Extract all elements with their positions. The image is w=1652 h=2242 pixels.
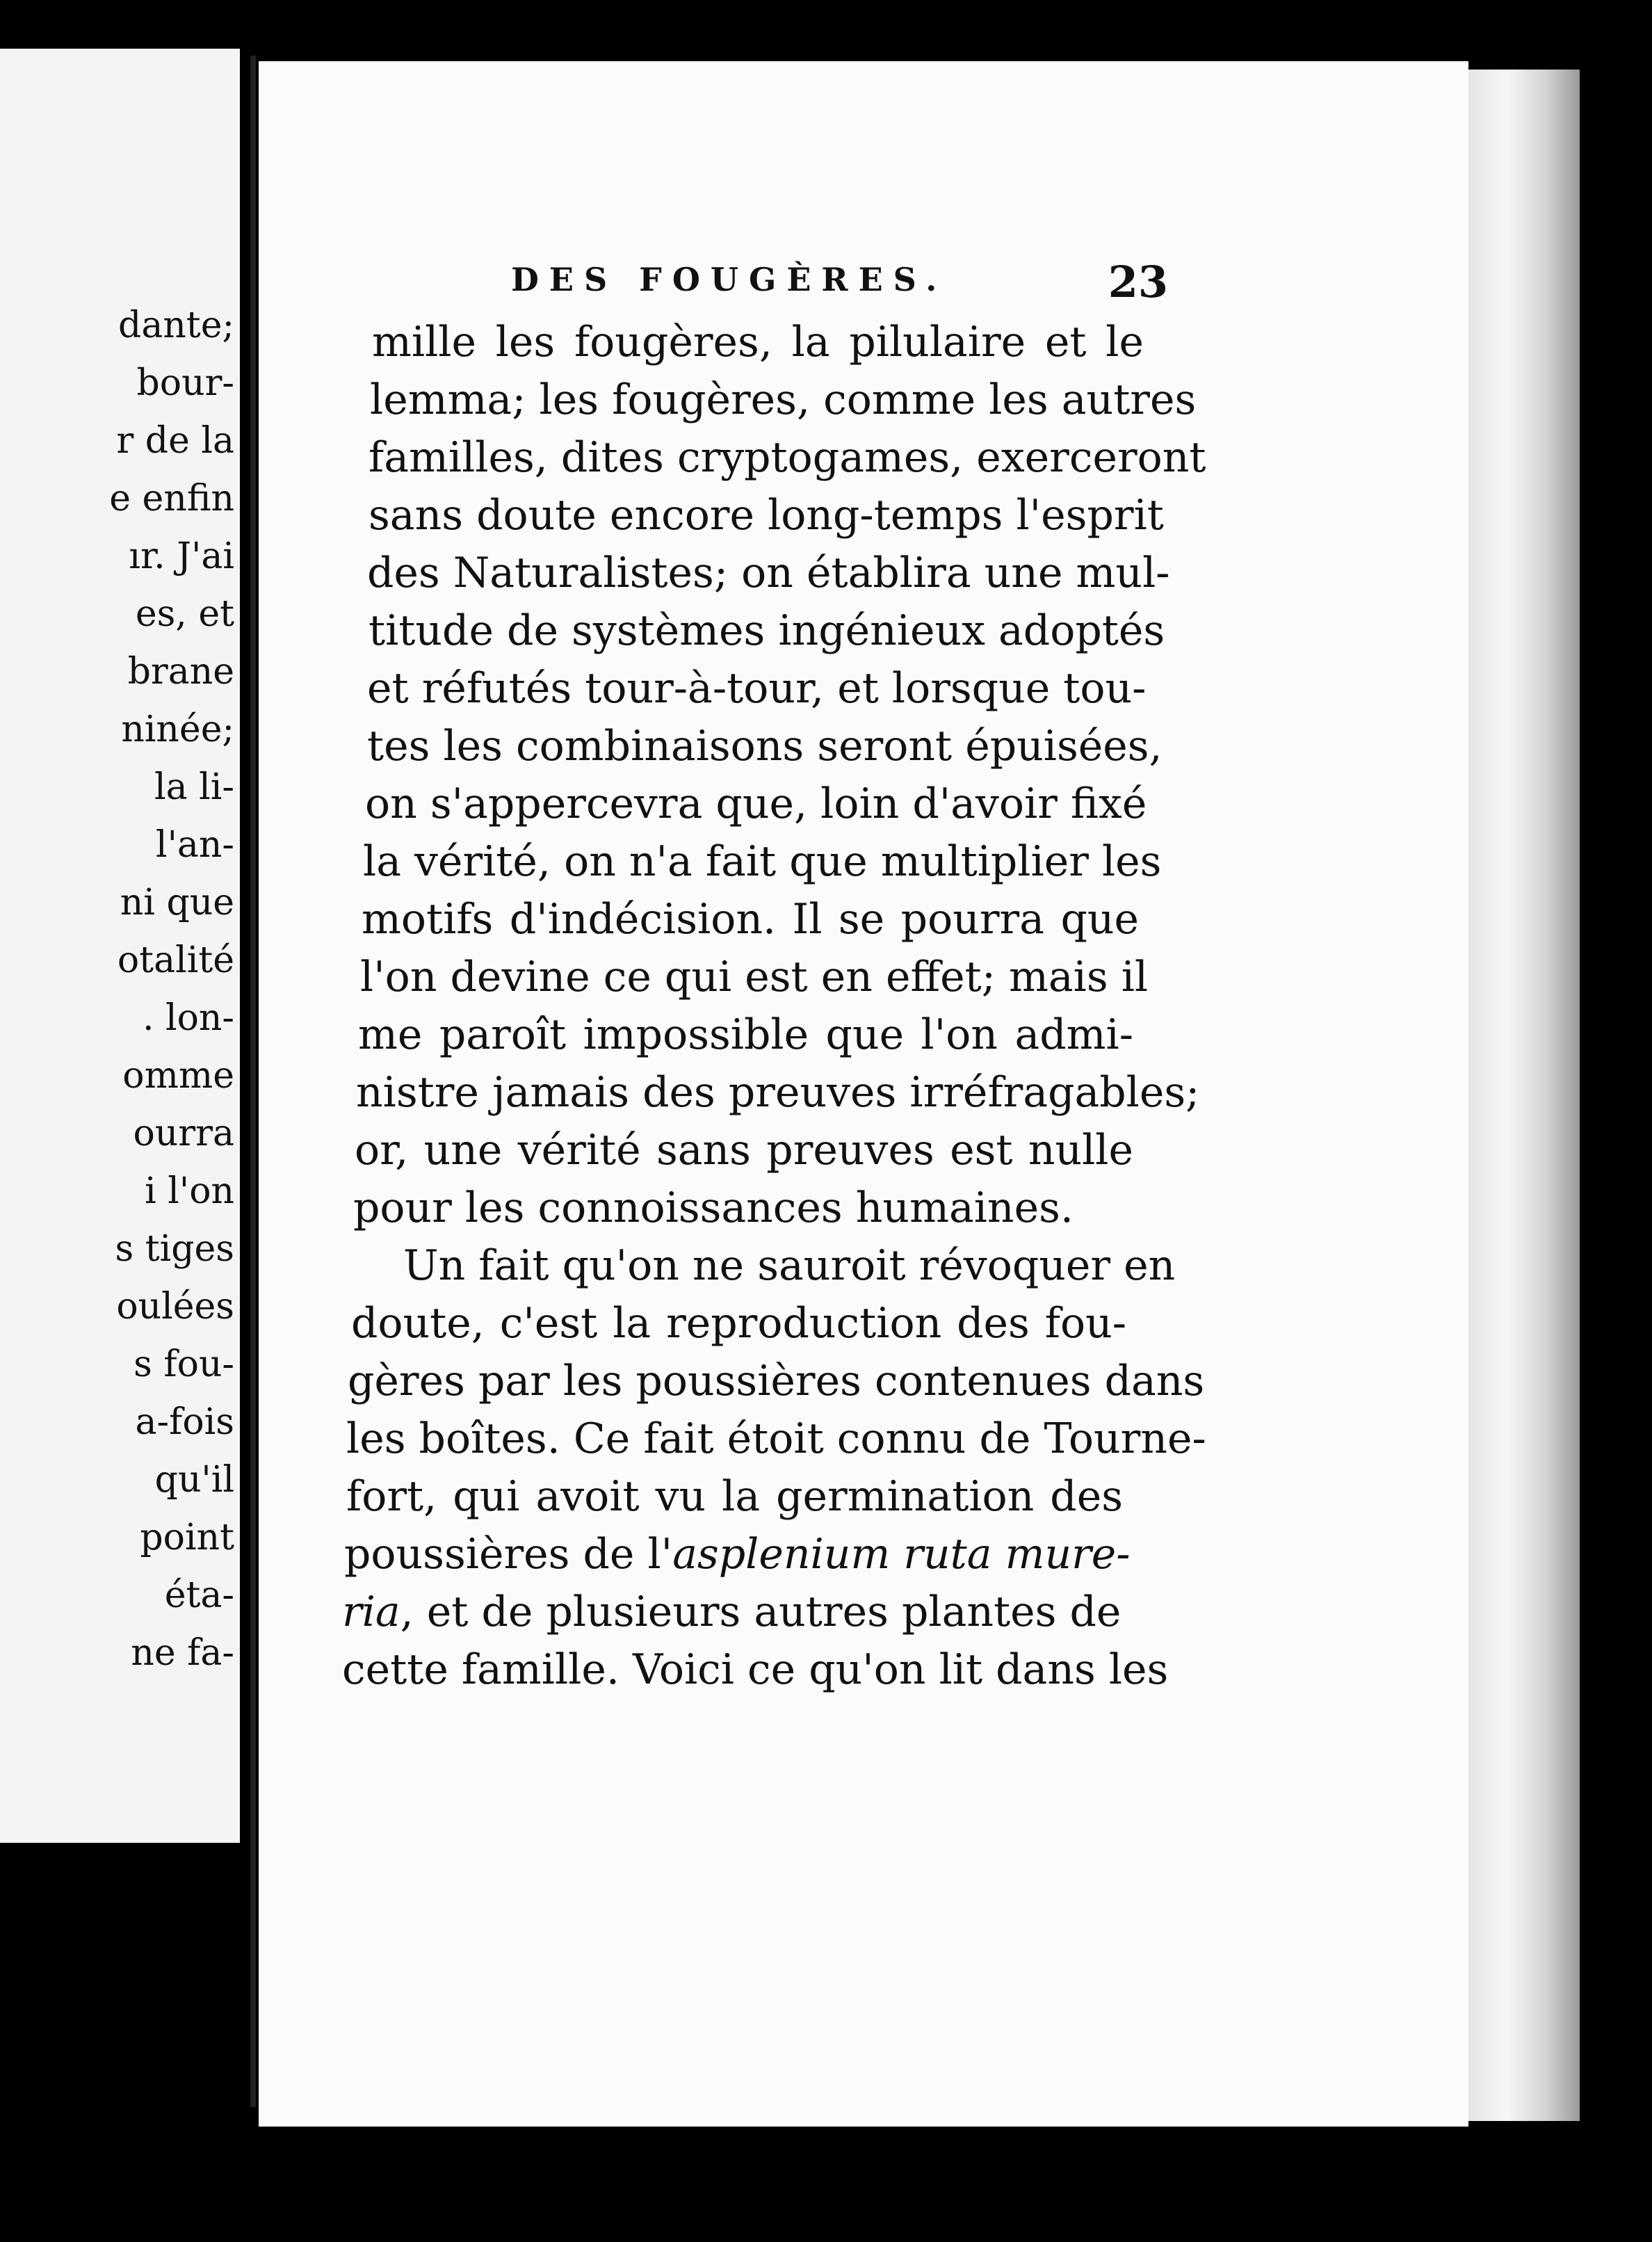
text-line: Un fait qu'on ne sauroit révoquer en <box>403 1241 1176 1290</box>
text-line: nistre jamais des preuves irréfragables; <box>356 1068 1200 1117</box>
page-number: 23 <box>1108 257 1168 307</box>
text-line: la vérité, on n'a fait que multiplier les <box>363 837 1162 886</box>
text-line: or, une vérité sans preuves est nulle <box>355 1126 1133 1175</box>
left-line: otalité <box>117 939 234 981</box>
text-line: gères par les poussières contenues dans <box>348 1357 1205 1405</box>
left-line: ourra <box>133 1113 234 1154</box>
text-line <box>344 1530 1131 1579</box>
left-line: ne fa- <box>131 1632 234 1674</box>
left-line: éta- <box>164 1574 234 1616</box>
left-line: es, et <box>135 593 234 635</box>
left-line: i l'on <box>145 1170 234 1212</box>
left-line: oulées <box>116 1286 234 1328</box>
text-line: familles, dites cryptogames, exerceront <box>369 433 1206 482</box>
text-line: mille les fougères, la pilulaire et le <box>372 318 1144 366</box>
running-header <box>511 257 1168 309</box>
text-line: doute, c'est la reproduction des fou- <box>351 1299 1126 1348</box>
text-line: fort, qui avoit vu la germination des <box>346 1472 1123 1521</box>
text-line: lemma; les fougères, comme les autres <box>370 376 1197 424</box>
left-line: e enfin <box>109 478 234 519</box>
left-line: ır. J'ai <box>129 535 234 577</box>
text-line: et réfutés tour-à-tour, et lorsque tou- <box>367 664 1147 713</box>
text-line: on s'appercevra que, loin d'avoir fixé <box>365 780 1147 828</box>
left-line: . lon- <box>142 997 234 1039</box>
left-line: ni que <box>120 882 234 924</box>
left-line: r de la <box>116 420 234 462</box>
text-line: me paroît impossible que l'on admi- <box>358 1010 1133 1059</box>
left-line: s tiges <box>115 1228 234 1270</box>
text-line: tes les combinaisons seront épuisées, <box>367 722 1163 771</box>
text-line: motifs d'indécision. Il se pourra que <box>362 895 1139 944</box>
text-line: titude de systèmes ingénieux adoptés <box>369 606 1165 655</box>
left-line: qu'il <box>154 1459 234 1501</box>
running-title: DES FOUGÈRES. <box>511 261 948 298</box>
text-line: cette famille. Voici ce qu'on lit dans les <box>342 1645 1169 1694</box>
text-line: les boîtes. Ce fait étoit connu de Tourne- <box>346 1414 1206 1463</box>
text-line: des Naturalistes; on établira une mul- <box>367 549 1170 597</box>
left-line: dante; <box>118 305 234 346</box>
left-line: s fou- <box>133 1344 234 1385</box>
text-line: pour les connoissances humaines. <box>353 1184 1074 1232</box>
left-line: la li- <box>154 766 234 808</box>
left-line: a-fois <box>135 1401 234 1443</box>
left-line: ninée; <box>121 709 234 750</box>
text-run: poussières de l' <box>344 1530 673 1579</box>
text-line <box>342 1588 1121 1636</box>
left-line: bour- <box>136 362 234 404</box>
italic-species-name: asplenium ruta mure- <box>672 1530 1131 1579</box>
previous-page-fragment <box>0 49 240 1843</box>
text-line: sans doute encore long-temps l'esprit <box>369 491 1164 540</box>
left-line: omme <box>122 1055 234 1097</box>
left-line: brane <box>127 651 234 693</box>
text-run: , et de plusieurs autres plantes de <box>400 1588 1121 1636</box>
left-line: point <box>140 1517 234 1558</box>
text-line: l'on devine ce qui est en effet; mais il <box>360 953 1149 1001</box>
left-line: l'an- <box>156 824 234 866</box>
page-edges <box>1468 70 1580 2121</box>
italic-species-name: ria <box>342 1588 400 1636</box>
book-gutter <box>250 56 256 2107</box>
